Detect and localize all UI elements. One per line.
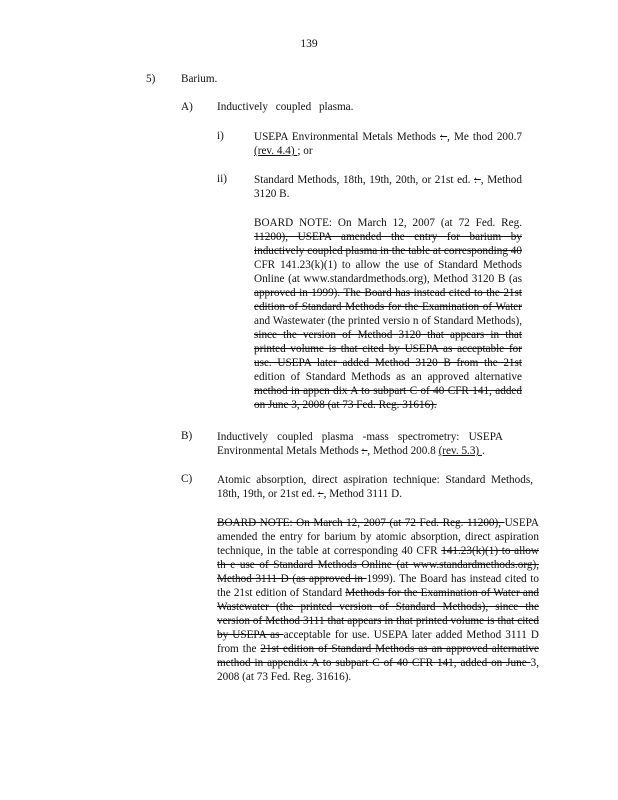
section-number: 5) bbox=[146, 73, 156, 85]
note-c-struck-4: 21st edition of Standard Methods as an approved alternative method in appendix A to subpart C of 40 CFR 141, added on June bbox=[217, 643, 539, 669]
item-b-part3: . bbox=[481, 445, 485, 457]
item-c-label: C) bbox=[181, 473, 193, 485]
note-c-struck-2: 141.23(k)(1) to allow th e use of Standard Methods Online (at www.standardmethods.org), Method 3111 D (as approved in bbox=[217, 545, 539, 585]
item-a-ii-struck: : bbox=[474, 174, 481, 186]
note-c-text-3: acceptable for use. USEPA later added Method 3111 D from the bbox=[217, 629, 539, 655]
note-a-struck-4: method in appen dix A to subpart C of 40 CFR 141, added on June 3, 2008 (at 73 Fed. Reg. 31616). bbox=[254, 385, 522, 411]
page-number: 139 bbox=[300, 38, 318, 50]
note-a-text-4: edition of Standard Methods as an approved alternative bbox=[254, 371, 522, 383]
item-c-part1: Atomic absorption, direct aspiration technique: Standard Methods, 18th, 19th, or 21st ed. bbox=[217, 474, 533, 500]
item-a-i-struck: : bbox=[440, 131, 448, 143]
item-a-board-note bbox=[254, 216, 522, 412]
item-c-text bbox=[217, 473, 533, 501]
item-a-ii-part1: Standard Methods, 18th, 19th, 20th, or 21st ed. bbox=[254, 174, 475, 186]
item-a-ii-label: ii) bbox=[217, 173, 227, 185]
item-a-i-label: i) bbox=[217, 130, 224, 142]
note-a-text-1: BOARD NOTE: On March 12, 2007 (at 72 Fed. Reg. bbox=[254, 217, 522, 229]
note-a-text-3: and Wastewater (the printed versio n of Standard Methods), bbox=[254, 315, 522, 327]
item-a-i-revision: (rev. 4.4) bbox=[254, 145, 298, 157]
note-c-struck-1: BOARD NOTE: On March 12, 2007 (at 72 Fed. Reg. 11200), bbox=[217, 517, 505, 529]
item-a-title: Inductively coupled plasma. bbox=[217, 101, 354, 113]
note-c-text-4: 3, 2008 (at 73 Fed. Reg. 31616). bbox=[217, 657, 539, 683]
item-b-label: B) bbox=[181, 430, 193, 442]
item-a-i-text bbox=[254, 130, 522, 158]
item-a-i-part3: ; or bbox=[297, 145, 313, 157]
note-c-text-1: USEPA amended the entry for barium by atomic absorption, direct aspiration technique, in the table at corresponding 40 CFR bbox=[217, 517, 539, 557]
item-a-i-part1: USEPA Environmental Metals Methods bbox=[254, 131, 440, 143]
note-c-text-2: 1999). The Board has instead cited to the 21st edition of Standard bbox=[217, 573, 539, 599]
item-b-part1: Inductively coupled plasma -mass spectrometry: USEPA Environmental Metals Methods bbox=[217, 431, 503, 457]
item-b-part2: , Method 200.8 bbox=[367, 445, 439, 457]
note-a-struck-3: since the version of Method 3120 that appears in that printed volume is that cited by USEPA as acceptable for use. USEPA later added Method 3120 B from the 21st bbox=[254, 329, 522, 369]
item-c-board-note bbox=[217, 516, 539, 684]
item-b-struck: : bbox=[361, 445, 368, 457]
note-c-struck-3: Methods for the Examination of Water and Wastewater (the printed version of Standard Methods), since the version of Method 3111 that appears in that printed volume is that cited by USEPA as bbox=[217, 587, 540, 641]
item-c-part2: , Method 3111 D. bbox=[323, 488, 403, 500]
item-a-label: A) bbox=[181, 101, 193, 113]
note-a-struck-1: 11200), USEPA amended the entry for barium by inductively coupled plasma in the table at corresponding 40 bbox=[254, 231, 522, 257]
item-a-ii-part2: , Method 3120 B. bbox=[254, 174, 522, 200]
item-a-i-part2: , Me thod 200.7 bbox=[447, 131, 522, 143]
item-b-revision: (rev. 5.3) bbox=[438, 445, 482, 457]
section-title: Barium. bbox=[181, 73, 218, 85]
note-a-text-2: CFR 141.23(k)(1) to allow the use of Standard Methods Online (at www.standardmethods.org), Method 3120 B (as bbox=[254, 259, 522, 285]
item-b-text bbox=[217, 430, 503, 458]
note-a-struck-2: approved in 1999). The Board has instead cited to the 21st edition of Standard Methods for the Examination of Water bbox=[254, 287, 522, 313]
item-a-ii-text bbox=[254, 173, 522, 201]
item-c-struck: : bbox=[317, 488, 324, 500]
